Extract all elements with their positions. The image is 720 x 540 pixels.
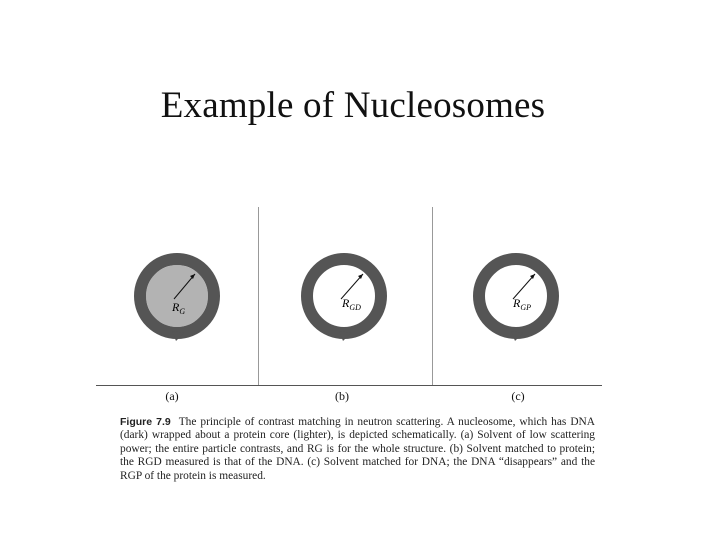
radius-label: $R_{GD}$	[342, 296, 361, 312]
slide-title: Example of Nucleosomes	[160, 85, 546, 126]
caption-text: The principle of contrast matching in neutron scattering. A nucleosome, which has DNA (dark) wrapped about a protein core (lighter), is depicted schematically. (a) Solvent of low scattering power; the entire particle contrasts, and RG is for the whole structure. (b) Solvent matched to protein; the RGD measured is that of the DNA. (c) Solvent matched for DNA; the DNA “disappears” and the RGP of the protein is measured.	[120, 416, 596, 482]
panel-c	[432, 207, 603, 385]
nucleosome-diagram-c	[433, 207, 603, 385]
nucleosome-figure	[96, 207, 602, 386]
radius-label: $R_{GP}$	[513, 296, 532, 312]
panel-label-a: (a)	[165, 389, 179, 403]
panel-a	[96, 207, 258, 385]
figure-number: Figure 7.9	[120, 416, 171, 428]
panel-b	[258, 207, 433, 385]
radius-label: $R_G$	[172, 300, 186, 316]
panel-label-b: (b)	[335, 389, 349, 403]
nucleosome-diagram-b	[259, 207, 433, 385]
panel-label-c: (c)	[511, 389, 525, 403]
figure-caption	[120, 416, 595, 483]
nucleosome-diagram-a	[96, 207, 258, 385]
